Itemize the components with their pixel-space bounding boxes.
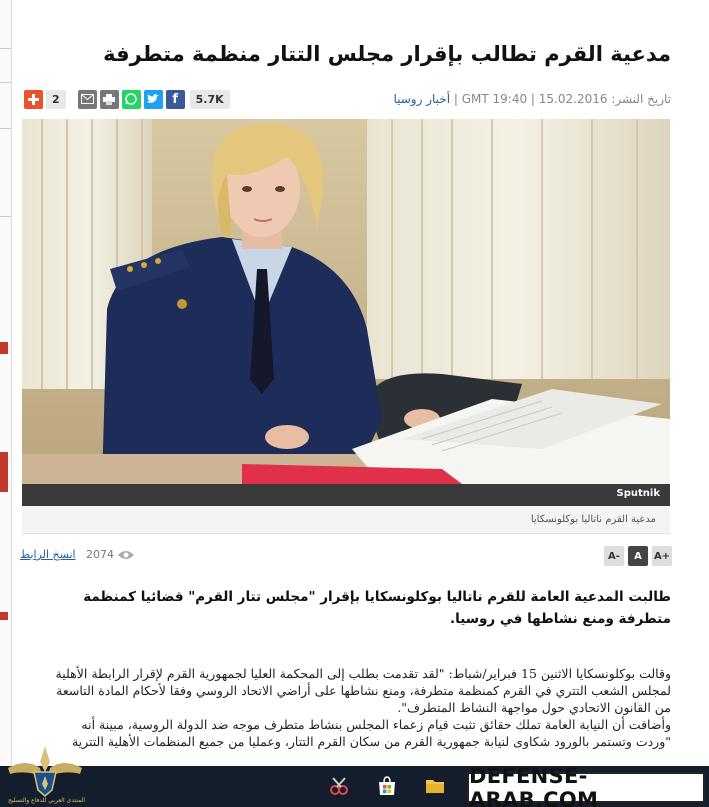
body-line: من القانون الاتحادي حول مواجهة النشاط المتطرف". [397,700,671,715]
body-line: "وردت وتستمر بالورود شكاوى لنيابة جمهورية القرم من سكان القرم التتار، وعمليا من جميع المنظمات الأهلية التترية [71,734,671,749]
facebook-icon[interactable]: f [166,90,185,109]
store-icon[interactable] [376,775,398,797]
article-meta [393,92,671,106]
strip-red-mark [0,342,8,354]
view-counter [86,548,134,561]
logo-text: المنتدى العربي للدفاع والتسليح [8,797,85,804]
strip-red-mark [0,452,8,492]
photo-credit-bar [22,484,670,506]
print-icon[interactable] [100,90,119,109]
left-edge-strip [0,0,12,807]
article-photo [22,119,670,484]
font-normal-button[interactable]: A [628,546,648,566]
article-title: مدعية القرم تطالب بإقرار مجلس التتار منظمة متطرفة [103,42,671,66]
email-icon[interactable] [78,90,97,109]
body-line: وقالت بوكلونسكايا الاثنين 15 فبراير/شباط: "لقد تقدمت بطلب إلى المحكمة العليا لجمهورية القرم لإقرار الرابطة الأهلية [55,666,671,681]
facebook-count: 5.7K [190,90,230,109]
font-smaller-button[interactable]: A- [604,546,624,566]
strip-red-mark [0,612,8,620]
share-bar [24,89,230,109]
copy-link-button[interactable]: انسخ الرابط [20,548,76,561]
file-explorer-icon[interactable] [424,775,446,797]
font-larger-button[interactable]: A+ [652,546,672,566]
article-body [31,665,671,750]
body-line: وأضافت أن النيابة العامة تملك حقائق تثبت قيام زعماء المجلس بنشاط متطرف موجه ضد الدولة الروسية، مبينة أنه [81,717,671,732]
strip-divider [0,128,11,129]
photo-credit: Sputnik [616,488,660,499]
whatsapp-icon[interactable] [122,90,141,109]
strip-divider [0,82,11,83]
article-lead: طالبت المدعية العامة للقرم ناتاليا بوكلونسكايا بإقرار "مجلس تتار القرم" قضائيا كمنظمة متطرفة ومنع نشاطها في روسيا. [83,589,671,627]
photo-caption-box [22,506,670,534]
share-count: 2 [46,90,66,109]
body-line: لمجلس الشعب التتري في القرم كمنظمة متطرفة، ومنع نشاطها على أراضي الاتحاد الروسي وفقا لأحكام المادة التاسعة [56,683,671,698]
eye-icon [118,550,134,560]
strip-divider [0,216,11,217]
photo-caption: مدعية القرم ناتاليا بوكلونسكايا [530,514,656,525]
site-watermark: DEFENSE-ARAB.COM [467,772,705,803]
twitter-icon[interactable] [144,90,163,109]
publish-label: تاريخ النشر: [607,92,671,106]
snipping-tool-icon[interactable] [328,775,350,797]
publish-date: 15.02.2016 | 19:40 GMT | [450,92,608,106]
prosecutor-photo [22,119,670,484]
plus-icon[interactable] [24,90,43,109]
views-count: 2074 [86,548,114,561]
article-toolbar [20,546,670,566]
category-link[interactable]: أخبار روسيا [393,92,451,106]
strip-divider [0,48,11,49]
